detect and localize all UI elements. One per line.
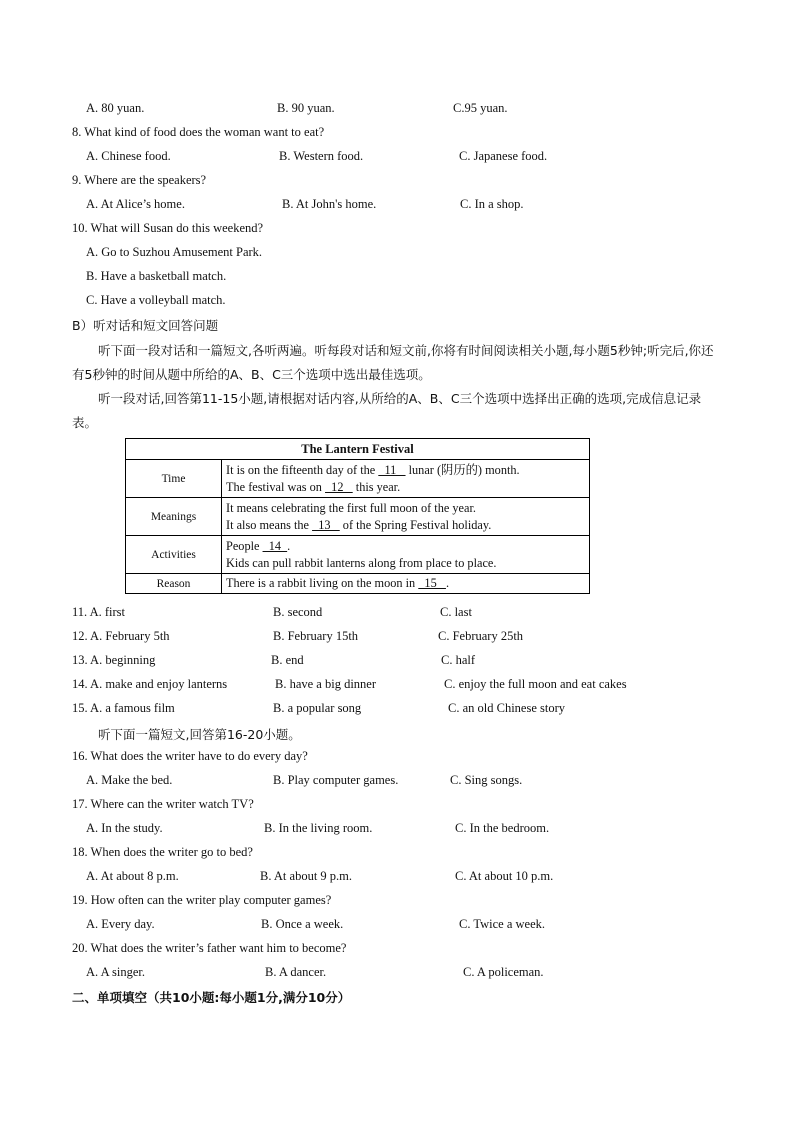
q8-option-c: C. Japanese food. <box>459 149 548 163</box>
activities-line1-text: People <box>226 538 263 553</box>
activities-line2: Kids can pull rabbit lanterns along from place to place. <box>226 555 497 570</box>
activities-line1-rest: . <box>287 538 291 553</box>
row-content-reason <box>222 574 590 594</box>
q13-option-b: B. end <box>271 653 304 667</box>
q14-option-a: 14. A. make and enjoy lanterns <box>72 677 228 691</box>
q12-option-c: C. February 25th <box>438 629 524 643</box>
q19-option-a: A. Every day. <box>86 917 155 931</box>
q13-option-c: C. half <box>441 653 476 667</box>
q9-option-c: C. In a shop. <box>460 197 524 211</box>
section-b-instruction-2: 听一段对话,回答第11-15小题,请根据对话内容,从所给的A、B、C三个选项中选择出正确的选项,完成信息记录表。 <box>72 391 702 430</box>
q15-option-b: B. a popular song <box>273 701 362 715</box>
q16-question: 16. What does the writer have to do every day? <box>72 749 308 763</box>
section-b-heading: B）听对话和短文回答问题 <box>72 318 219 333</box>
q17-option-c: C. In the bedroom. <box>455 821 550 835</box>
q20-option-c: C. A policeman. <box>463 965 544 979</box>
row-content-time <box>222 460 590 498</box>
time-line2-rest: this year. <box>352 479 401 494</box>
q20-option-a: A. A singer. <box>86 965 146 979</box>
q10-option-a: A. Go to Suzhou Amusement Park. <box>86 245 263 259</box>
q10-option-b: B. Have a basketball match. <box>86 269 227 283</box>
q18-question: 18. When does the writer go to bed? <box>72 845 253 859</box>
row-label-activities: Activities <box>126 536 222 574</box>
blank-13: 13 <box>312 517 340 532</box>
q12-option-a: 12. A. February 5th <box>72 629 170 643</box>
q18-option-a: A. At about 8 p.m. <box>86 869 179 883</box>
blank-11: 11 <box>378 462 406 477</box>
passage-instruction: 听下面一篇短文,回答第16-20小题。 <box>98 727 301 742</box>
q16-option-c: C. Sing songs. <box>450 773 523 787</box>
time-line1-rest: lunar (阴历的) month. <box>405 462 520 477</box>
q10-option-c: C. Have a volleyball match. <box>86 293 226 307</box>
q19-question: 19. How often can the writer play computer games? <box>72 893 332 907</box>
q7-option-c: C.95 yuan. <box>453 101 508 115</box>
q11-option-b: B. second <box>273 605 323 619</box>
q15-option-a: 15. A. a famous film <box>72 701 175 715</box>
meanings-line1: It means celebrating the first full moon of the year. <box>226 500 476 515</box>
meanings-line2-rest: of the Spring Festival holiday. <box>339 517 492 532</box>
row-content-activities <box>222 536 590 574</box>
q7-option-a: A. 80 yuan. <box>86 101 145 115</box>
row-label-meanings: Meanings <box>126 498 222 536</box>
q8-option-a: A. Chinese food. <box>86 149 171 163</box>
reason-line1-text: There is a rabbit living on the moon in <box>226 576 419 590</box>
q20-option-b: B. A dancer. <box>265 965 327 979</box>
blank-12: 12 <box>325 479 353 494</box>
q17-option-a: A. In the study. <box>86 821 163 835</box>
lantern-festival-table <box>125 438 590 594</box>
q11-option-a: 11. A. first <box>72 605 126 619</box>
table-title: The Lantern Festival <box>126 439 590 460</box>
q19-option-b: B. Once a week. <box>261 917 344 931</box>
q9-option-b: B. At John's home. <box>282 197 377 211</box>
q20-question: 20. What does the writer’s father want him to become? <box>72 941 347 955</box>
q17-option-b: B. In the living room. <box>264 821 373 835</box>
q8-option-b: B. Western food. <box>279 149 364 163</box>
row-label-time: Time <box>126 460 222 498</box>
q11-option-c: C. last <box>440 605 472 619</box>
reason-line1-rest: . <box>445 576 450 590</box>
q13-option-a: 13. A. beginning <box>72 653 156 667</box>
blank-14: 14 <box>262 538 288 553</box>
q10-question: 10. What will Susan do this weekend? <box>72 221 264 235</box>
row-content-meanings <box>222 498 590 536</box>
section-2-heading: 二、单项填空（共10小题:每小题1分,满分10分） <box>72 990 351 1005</box>
time-line2-text: The festival was on <box>226 479 326 494</box>
q18-option-c: C. At about 10 p.m. <box>455 869 554 883</box>
q9-question: 9. Where are the speakers? <box>72 173 207 187</box>
q14-option-c: C. enjoy the full moon and eat cakes <box>444 677 627 691</box>
q7-option-b: B. 90 yuan. <box>277 101 335 115</box>
q17-question: 17. Where can the writer watch TV? <box>72 797 254 811</box>
q9-option-a: A. At Alice’s home. <box>86 197 185 211</box>
row-label-reason: Reason <box>126 574 222 594</box>
q8-question: 8. What kind of food does the woman want to eat? <box>72 125 325 139</box>
meanings-line2-text: It also means the <box>226 517 313 532</box>
q16-option-a: A. Make the bed. <box>86 773 173 787</box>
section-b-instruction-1: 听下面一段对话和一篇短文,各听两遍。听每段对话和短文前,你将有时间阅读相关小题,每小题5秒钟;听完后,你还有5秒钟的时间从题中所给的A、B、C三个选项中选出最佳选项。 <box>72 343 714 382</box>
q12-option-b: B. February 15th <box>273 629 359 643</box>
q15-option-c: C. an old Chinese story <box>448 701 566 715</box>
q14-option-b: B. have a big dinner <box>275 677 377 691</box>
blank-15: 15 <box>418 576 446 590</box>
time-line1-text: It is on the fifteenth day of the <box>226 462 379 477</box>
q18-option-b: B. At about 9 p.m. <box>260 869 353 883</box>
q16-option-b: B. Play computer games. <box>273 773 399 787</box>
q19-option-c: C. Twice a week. <box>459 917 546 931</box>
